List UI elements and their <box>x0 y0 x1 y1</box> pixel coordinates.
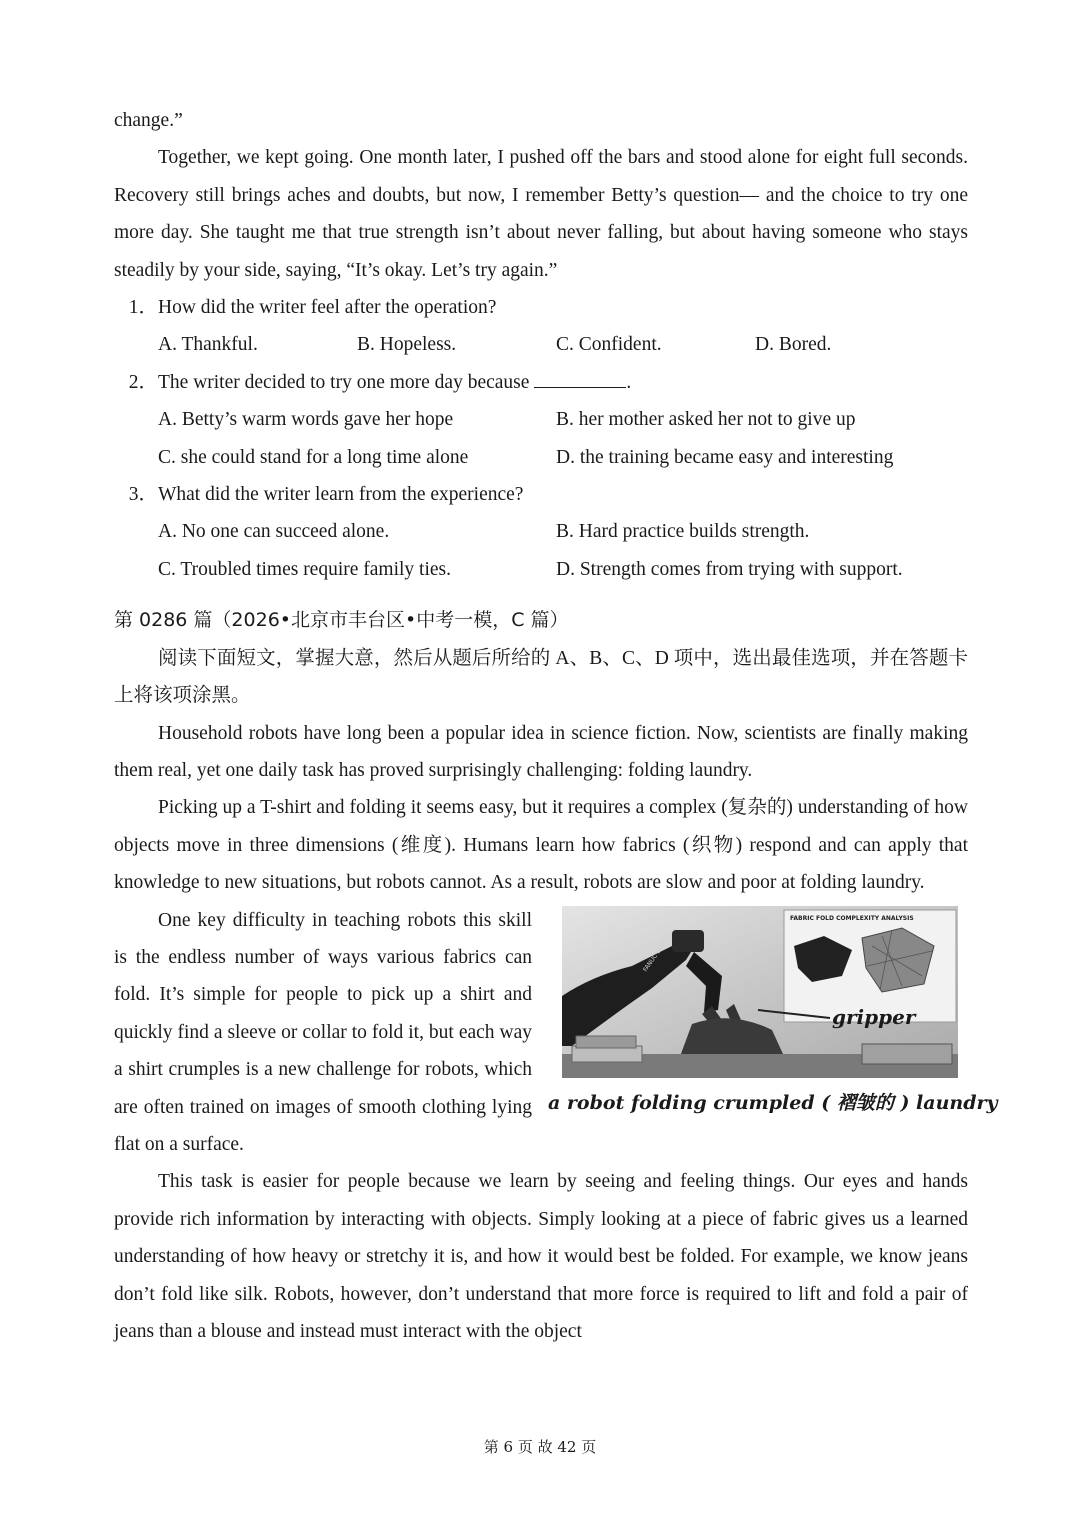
figure-caption: a robot folding crumpled ( 褶皱的 ) laundry <box>548 1091 998 1114</box>
section-heading: 第 0286 篇（2026•北京市丰台区•中考一模，C 篇） <box>114 609 569 632</box>
option-a: A. Thankful. <box>158 334 258 356</box>
options <box>114 513 968 550</box>
paragraph: This task is easier for people because we learn by seeing and feeling things. Our eyes and hands provide rich information by interacting with objects. Simply looking at a piece of fabric gives us a learned understanding of how heavy or stretchy it is, and how it would best be folded. For example, we know jeans don’t fold like silk. Robots, however, don’t understand that more force is required to lift and fold a pair of jeans than a blouse and instead must interact with the object <box>114 1171 968 1342</box>
option-a: A. Betty’s warm words gave her hope <box>158 409 454 431</box>
options <box>114 439 968 476</box>
option-a: A. No one can succeed alone. <box>158 521 390 543</box>
robot-illustration <box>562 906 958 1078</box>
question-text <box>158 364 968 401</box>
option-b: B. Hopeless. <box>357 334 457 356</box>
paragraph: Household robots have long been a popular idea in science fiction. Now, scientists are finally making them real, yet one daily task has proved surprisingly challenging: folding laundry. <box>114 722 968 781</box>
page-footer: 第 6 页 故 42 页 <box>483 1438 597 1456</box>
question-number: 2． <box>128 371 158 393</box>
question-number: 1． <box>128 297 158 319</box>
option-d: D. Strength comes from trying with support. <box>556 558 903 580</box>
paragraph: Together, we kept going. One month later, I pushed off the bars and stood alone for eight full seconds. Recovery still brings aches and doubts, but now, I remember Betty’s question— and the choice to try one more day. She taught me that true strength isn’t about never falling, but about having someone who stays steadily by your side, saying, “It’s okay. Let’s try again.” <box>114 147 968 281</box>
option-d: D. Bored. <box>755 334 832 356</box>
options <box>114 551 968 588</box>
answer-blank <box>534 367 626 388</box>
option-b: B. her mother asked her not to give up <box>556 409 856 431</box>
question-text: How did the writer feel after the operation? <box>158 297 497 319</box>
figure <box>548 906 998 1120</box>
option-c: C. she could stand for a long time alone <box>158 446 469 468</box>
panel-label: FABRIC FOLD COMPLEXITY ANALYSIS <box>790 914 914 922</box>
option-d: D. the training became easy and interesting <box>556 446 894 468</box>
page-body <box>114 102 998 1350</box>
options <box>114 326 968 363</box>
question-1 <box>114 289 968 326</box>
question-text-after: . <box>626 371 632 393</box>
question-3 <box>114 476 968 513</box>
instruction: 阅读下面短文，掌握大意，然后从题后所给的 A、B、C、D 项中，选出最佳选项，并在答题卡上将该项涂黑。 <box>114 647 968 707</box>
paragraph: change.” <box>114 110 183 131</box>
question-text-before: The writer decided to try one more day because <box>158 371 530 393</box>
paragraph: One key difficulty in teaching robots this skill is the endless number of ways various fabrics can fold. It’s simple for people to pick up a shirt and quickly find a sleeve or collar to fold it, but each way a shirt crumples is a new challenge for robots, which are often trained on images of smooth clothing lying flat on a surface. <box>114 909 532 1155</box>
question-2 <box>114 364 968 401</box>
gripper-label: gripper <box>832 1004 916 1029</box>
option-c: C. Troubled times require family ties. <box>158 558 452 580</box>
question-text: What did the writer learn from the experience? <box>158 484 524 506</box>
robot-photo <box>562 906 958 1078</box>
paragraph: Picking up a T-shirt and folding it seems easy, but it requires a complex (复杂的) understanding of how objects move in three dimensions (维度). Humans learn how fabrics (织物) respond and can apply that knowledge to new situations, but robots cannot. As a result, robots are slow and poor at folding laundry. <box>114 797 968 894</box>
option-b: B. Hard practice builds strength. <box>556 521 810 543</box>
option-c: C. Confident. <box>556 334 662 356</box>
question-number: 3． <box>128 484 158 506</box>
arm-label: FANUC BOT <box>641 940 668 973</box>
options <box>114 401 968 438</box>
